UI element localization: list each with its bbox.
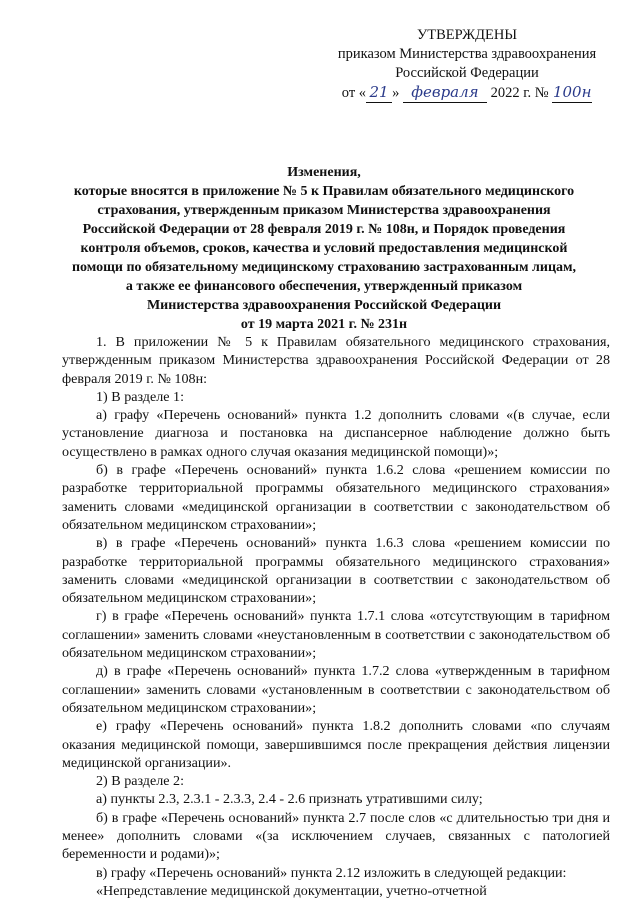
date-day: 21 — [366, 83, 392, 103]
document-body — [62, 333, 610, 900]
title-line: контроля объемов, сроков, качества и условий предоставления медицинской — [80, 241, 568, 256]
title-line: Российской Федерации от 28 февраля 2019 г. № 108н, и Порядок проведения — [82, 222, 566, 237]
title-line: помощи по обязательному медицинскому страхованию застрахованным лицам, — [71, 260, 577, 275]
title-line: страхования, утвержденным приказом Министерства здравоохранения — [97, 203, 551, 218]
approval-line-1: приказом Министерства здравоохранения — [337, 46, 597, 62]
paragraph: 2) В разделе 2: — [96, 773, 185, 790]
approval-block — [332, 26, 602, 103]
date-month: февраля — [403, 83, 487, 103]
title-line: которые вносятся в приложение № 5 к Правилам обязательного медицинского — [73, 184, 575, 199]
paragraph: в) графу «Перечень оснований» пункта 2.12 изложить в следующей редакции: — [96, 864, 567, 881]
paragraph: 1) В разделе 1: — [96, 388, 185, 405]
paragraph: 1. В приложении № 5 к Правилам обязательного медицинского страхования, утвержденным приказом Министерства здравоохранения Российской Федерации от 28 февраля 2019 г. № 108н: — [62, 334, 610, 387]
paragraph: «Непредставление медицинской документации, учетно-отчетной — [96, 882, 487, 899]
paragraph: г) в графе «Перечень оснований» пункта 1.7.1 слова «отсутствующим в тарифном соглашении» заменить словами «неустановленным в соответствии с законодательством об обязательном медицинском страховании»; — [62, 608, 610, 662]
paragraph: а) графу «Перечень оснований» пункта 1.2 дополнить словами «(в случае, если установление диагноза и постановка на диспансерное наблюдение должно быть осуществлено в рамках одного случая оказания медицинской помощи)»; — [62, 407, 610, 460]
document-title — [40, 163, 608, 334]
title-line: от 19 марта 2021 г. № 231н — [240, 317, 408, 332]
paragraph: б) в графе «Перечень оснований» пункта 2.7 после слов «с длительностью три дня и менее» дополнить словами «(за исключением случаев, связанных с патологией беременности и родами)»; — [62, 809, 610, 863]
date-mid: » — [392, 85, 400, 101]
paragraph: в) в графе «Перечень оснований» пункта 1.6.3 слова «решением комиссии по разработке территориальной программы обязательного медицинского страхования» заменить словами «медицинской организации в соответствии с законодательством об обязательном медицинском страховании»; — [62, 535, 610, 607]
paragraph: е) графу «Перечень оснований» пункта 1.8.2 дополнить словами «по случаям оказания медицинской помощи, завершившимся после прекращения действия лицензии медицинской организации». — [62, 718, 610, 771]
approval-heading: УТВЕРЖДЕНЫ — [416, 27, 518, 43]
order-number: 100н — [552, 83, 592, 101]
title-line: а также ее финансового обеспечения, утвержденный приказом — [125, 279, 523, 294]
date-year: 2022 г. № — [490, 85, 549, 101]
approval-date-line — [332, 83, 602, 103]
paragraph: б) в графе «Перечень оснований» пункта 1.6.2 слова «решением комиссии по разработке территориальной программы обязательного медицинского страхования» заменить словами «медицинской организации в соответствии с законодательством об обязательном медицинском страховании»; — [62, 462, 610, 533]
title-line: Министерства здравоохранения Российской Федерации — [146, 298, 502, 313]
paragraph: а) пункты 2.3, 2.3.1 - 2.3.3, 2.4 - 2.6 признать утратившими силу; — [96, 791, 483, 808]
paragraph: д) в графе «Перечень оснований» пункта 1.7.2 слова «утвержденным в тарифном соглашении» заменить словами «установленным в соответствии с законодательством об обязательном медицинском страховании»; — [62, 663, 610, 716]
approval-line-2: Российской Федерации — [395, 65, 539, 81]
title-line: Изменения, — [287, 165, 361, 180]
date-prefix: от « — [341, 85, 367, 101]
